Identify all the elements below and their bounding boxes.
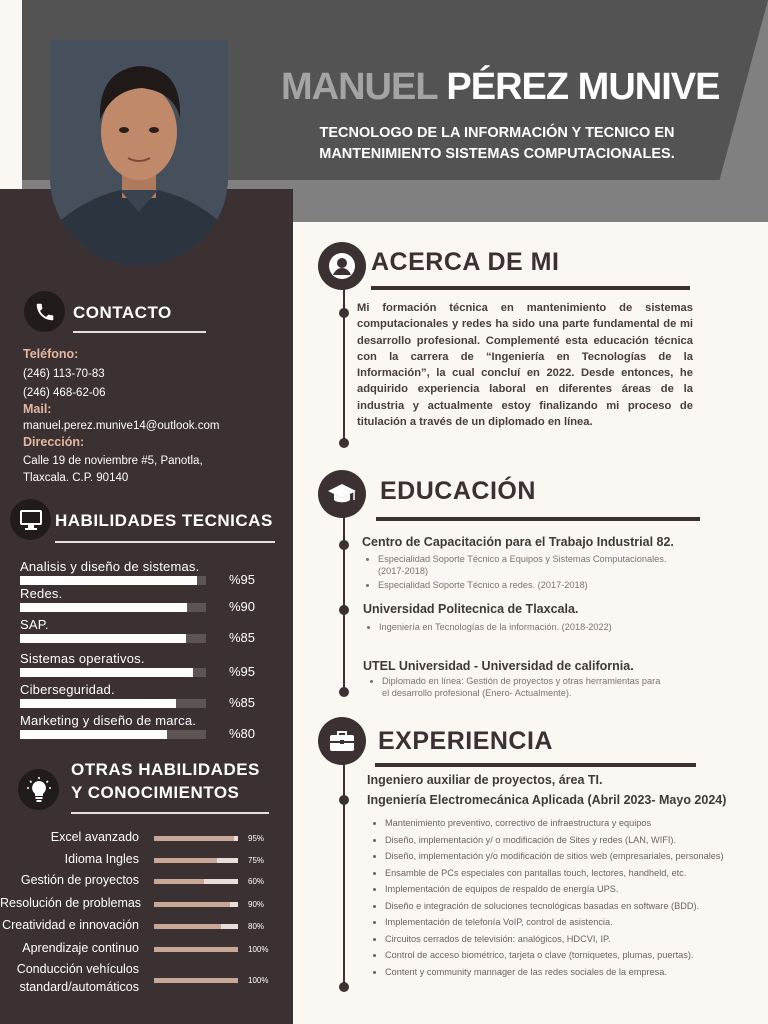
experience-task: • Diseño e integración de soluciones tecnológicas basadas en software (BDD). [385, 898, 767, 915]
education-institution: UTEL Universidad - Universidad de california. [363, 659, 634, 673]
phone-icon [24, 291, 65, 332]
other-skill-bar-fill [154, 924, 221, 929]
last-name: PÉREZ MUNIVE [446, 66, 720, 108]
job-subtitle: TECNOLOGO DE LA INFORMACIÓN Y TECNICO EN MANTENIMIENTO SISTEMAS COMPUTACIONALES. [319, 125, 675, 162]
tech-skill-percent: %95 [229, 664, 256, 679]
tech-skill-bar [20, 603, 206, 612]
experience-tasks [367, 815, 767, 980]
other-skill-bar [154, 879, 238, 884]
education-item: • Ingeniería en Tecnologías de la información. (2018-2022) [379, 621, 613, 633]
other-skill-name: Creatividad e innovación [2, 918, 139, 932]
address-label: Dirección: [23, 435, 85, 449]
tech-skills-rule [55, 541, 275, 543]
experience-title: EXPERIENCIA [378, 727, 553, 755]
other-skill-bar-fill [154, 879, 204, 884]
tech-skills-title: HABILIDADES TECNICAS [55, 511, 273, 530]
other-skill-bar [154, 902, 238, 907]
tech-skill-bar-fill [20, 730, 167, 739]
tech-skill-bar [20, 730, 206, 739]
profile-photo [50, 40, 228, 266]
other-skill-percent: 100% [248, 976, 269, 985]
experience-company: Ingeniería Electromecánica Aplicada (Abril 2023- Mayo 2024) [367, 793, 727, 807]
address-line-2: Tlaxcala. C.P. 90140 [23, 472, 129, 484]
education-title: EDUCACIÓN [380, 477, 536, 505]
experience-task: • Circuitos cerrados de televisión: analógicos, HDCVI, IP. [385, 931, 767, 948]
tech-skill-bar [20, 576, 206, 585]
other-skill-bar [154, 947, 238, 952]
tech-skill-bar-fill [20, 668, 193, 677]
timeline-dot [339, 795, 349, 805]
experience-task: • Diseño, implementación y/o modificación de sitios web (empresariales, personales) [385, 848, 767, 865]
user-icon [318, 242, 366, 290]
education-item: • Especialidad Soporte Técnico a redes. (2017-2018) [378, 579, 692, 591]
experience-task: • Mantenimiento preventivo, correctivo de infraestructura y equipos [385, 815, 767, 832]
tech-skill-name: Marketing y diseño de marca. [20, 713, 197, 728]
education-items [366, 675, 666, 701]
tech-skill-percent: %90 [229, 599, 256, 614]
other-skill-percent: 90% [248, 900, 265, 909]
timeline-dot [339, 308, 349, 318]
tech-skill-name: Redes. [20, 586, 63, 601]
tech-skill-bar [20, 668, 206, 677]
about-title: ACERCA DE MI [371, 248, 560, 276]
other-skill-name: Excel avanzado [50, 830, 139, 844]
tech-skill-name: Ciberseguridad. [20, 682, 115, 697]
education-items [362, 553, 692, 593]
tech-skill-bar-fill [20, 576, 197, 585]
experience-task: • Diseño, implementación y/ o modificación de Sites y redes (LAN, WIFI). [385, 832, 767, 849]
other-skills-title-2: Y CONOCIMIENTOS [71, 783, 240, 802]
about-rule [371, 286, 690, 290]
other-skill-percent: 100% [248, 945, 269, 954]
timeline-dot [339, 605, 349, 615]
other-skill-percent: 60% [248, 877, 265, 886]
tech-skill-bar-fill [20, 603, 187, 612]
experience-task: • Implementación de telefonía VoIP, control de asistencia. [385, 914, 767, 931]
experience-task: • Implementación de equipos de respaldo de energía UPS. [385, 881, 767, 898]
other-skill-bar-fill [154, 978, 238, 983]
contact-title: CONTACTO [73, 303, 172, 322]
tech-skill-percent: %85 [229, 630, 256, 645]
tech-skill-bar-fill [20, 699, 176, 708]
education-timeline [343, 492, 345, 692]
sidebar-notch [0, 180, 22, 189]
other-skill-bar-fill [154, 947, 238, 952]
tech-skill-bar [20, 699, 206, 708]
other-skills-rule [71, 812, 269, 814]
other-skill-bar-fill [154, 836, 234, 841]
other-skill-name: Resolución de problemas [0, 896, 142, 910]
experience-task: • Control de acceso biométrico, tarjeta o clave (torniquetes, plumas, puertas). [385, 947, 767, 964]
tech-skill-bar-fill [20, 634, 186, 643]
experience-task: • Ensamble de PCs especiales con pantallas touch, lectores, handheld, etc. [385, 865, 767, 882]
address-line-1: Calle 19 de noviembre #5, Panotla, [23, 455, 203, 467]
briefcase-icon [318, 717, 366, 765]
education-item: • Diplomado en línea: Gestión de proyectos y otras herramientas para el desarrollo profesional (Enero- Actualmente). [382, 675, 666, 699]
education-item: • Especialidad Soporte Técnico a Equipos y Sistemas Computacionales. (2017-2018) [378, 553, 692, 577]
experience-task: • Content y community mannager de las redes sociales de la empresa. [385, 964, 767, 981]
first-name: MANUEL [281, 66, 437, 108]
other-skill-percent: 80% [248, 922, 265, 931]
education-rule [376, 517, 700, 521]
other-skill-bar [154, 924, 238, 929]
education-items [363, 621, 613, 635]
phone-2[interactable]: (246) 468-62-06 [23, 387, 106, 399]
other-skill-name: Idioma Ingles [64, 852, 139, 866]
other-skill-name: Aprendizaje continuo [22, 941, 139, 955]
mail-value[interactable]: manuel.perez.munive14@outlook.com [23, 420, 220, 432]
other-skill-bar [154, 858, 238, 863]
other-skill-percent: 95% [248, 834, 265, 843]
other-skill-bar [154, 978, 238, 983]
phone-1[interactable]: (246) 113-70-83 [23, 368, 105, 380]
timeline-dot [339, 438, 349, 448]
other-skill-name: Gestión de proyectos [20, 873, 139, 887]
tech-skill-bar [20, 634, 206, 643]
timeline-dot [339, 982, 349, 992]
education-institution: Universidad Politecnica de Tlaxcala. [363, 602, 579, 616]
timeline-dot [339, 540, 349, 550]
about-text: Mi formación técnica en mantenimiento de sistemas computacionales y redes ha sido una parte fundamental de mi desarrollo profesional. Complementé esta educación técnica con la carrera de “Ingeniería en Tecnologías de la Información”, la cual concluí en 2022. Desde entonces, he adquirido experiencia laboral en diferentes áreas de la industria y actualmente estoy finalizando mi proceso de titulación a través de un diplomado en línea. [357, 302, 693, 429]
experience-rule [375, 763, 696, 767]
other-skill-bar-fill [154, 858, 217, 863]
other-skill-bar-fill [154, 902, 230, 907]
graduation-cap-icon [318, 470, 366, 518]
experience-timeline [343, 740, 345, 988]
full-name [281, 66, 719, 109]
tech-skill-name: Analisis y diseño de sistemas. [20, 559, 200, 574]
education-institution: Centro de Capacitación para el Trabajo Industrial 82. [362, 535, 674, 549]
tech-skill-percent: %95 [229, 572, 256, 587]
timeline-dot [339, 687, 349, 697]
other-skills-title-1: OTRAS HABILIDADES [71, 760, 260, 779]
tech-skill-name: Sistemas operativos. [20, 651, 145, 666]
mail-label: Mail: [23, 402, 52, 416]
lightbulb-icon [18, 769, 59, 810]
tech-skill-name: SAP. [20, 617, 49, 632]
experience-role: Ingeniero auxiliar de proyectos, área TI. [367, 773, 603, 787]
tech-skill-percent: %85 [229, 695, 256, 710]
other-skill-name: Conducción vehículos [16, 962, 139, 976]
contact-rule [73, 331, 206, 333]
other-skill-bar [154, 836, 238, 841]
phone-label: Teléfono: [23, 347, 79, 361]
other-skill-percent: 75% [248, 856, 265, 865]
monitor-icon [10, 499, 51, 540]
other-skill-name: standard/automáticos [19, 980, 139, 994]
tech-skill-percent: %80 [229, 726, 256, 741]
